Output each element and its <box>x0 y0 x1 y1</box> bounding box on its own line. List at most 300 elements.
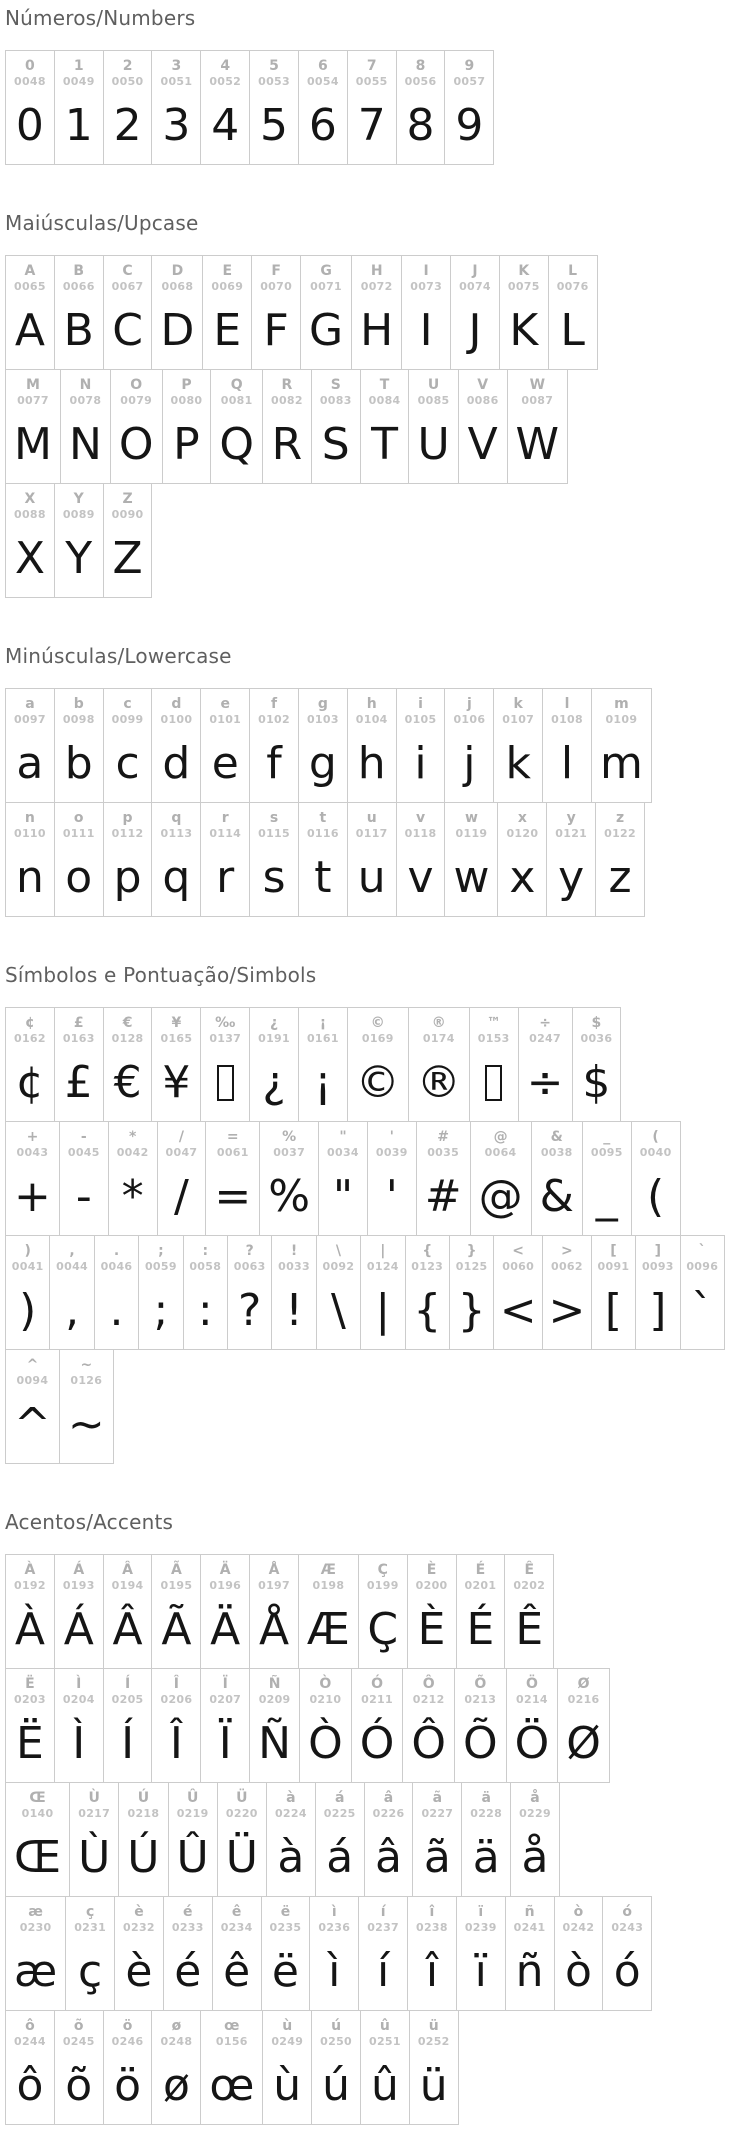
char-cell <box>261 1896 311 2011</box>
glyph-preview: > <box>548 1285 586 1336</box>
unicode-code: 0219 <box>176 1807 209 1820</box>
unicode-code: 0097 <box>14 713 46 726</box>
char-cell <box>504 1554 554 1669</box>
glyph-preview: Î <box>169 1718 183 1769</box>
char-cell <box>408 369 458 484</box>
unicode-code: 0207 <box>209 1693 242 1706</box>
glyph-preview: Å <box>259 1604 290 1655</box>
char-cell <box>200 688 250 803</box>
glyph-preview: b <box>64 738 93 789</box>
glyph-preview: á <box>326 1832 354 1883</box>
glyph-preview: œ <box>209 2060 255 2111</box>
reference-char: y <box>566 810 576 826</box>
glyph-preview: B <box>63 305 94 356</box>
charmap-row <box>5 1121 725 1236</box>
unicode-code: 0103 <box>306 713 339 726</box>
unicode-code: 0226 <box>372 1807 405 1820</box>
charmap-row <box>5 688 725 803</box>
glyph-preview: : <box>197 1285 213 1336</box>
char-cell <box>506 1668 559 1783</box>
char-cell <box>458 369 508 484</box>
reference-char: 7 <box>366 58 377 74</box>
reference-char: m <box>614 696 629 712</box>
char-cell <box>259 1121 319 1236</box>
reference-char: È <box>426 1562 437 1578</box>
unicode-code: 0105 <box>404 713 437 726</box>
reference-char: ô <box>25 2018 35 2034</box>
reference-char: 4 <box>220 58 231 74</box>
glyph-preview: H <box>360 305 394 356</box>
unicode-code: 0209 <box>258 1693 291 1706</box>
reference-char: ] <box>654 1243 662 1259</box>
glyph-preview: , <box>65 1285 80 1336</box>
char-cell <box>318 1121 368 1236</box>
glyph-preview: a <box>16 738 44 789</box>
unicode-code: 0214 <box>516 1693 548 1706</box>
charmap-page <box>0 6 730 2125</box>
char-cell <box>299 1668 352 1783</box>
reference-char: ® <box>431 1015 446 1031</box>
char-cell <box>351 1668 404 1783</box>
glyph-preview: ÷ <box>526 1057 564 1108</box>
unicode-code: 0091 <box>597 1260 630 1273</box>
glyph-preview: P <box>173 419 200 470</box>
reference-char: û <box>379 2018 390 2034</box>
char-cell <box>54 50 104 165</box>
reference-char: Î <box>173 1676 179 1692</box>
reference-char: æ <box>28 1904 43 1920</box>
unicode-code: 0235 <box>269 1921 302 1934</box>
reference-char: ¿ <box>269 1015 279 1031</box>
glyph-preview: c <box>115 738 140 789</box>
reference-char: â <box>383 1790 394 1806</box>
reference-char: A <box>24 263 36 279</box>
glyph-preview: k <box>505 738 531 789</box>
glyph-preview: À <box>14 1604 45 1655</box>
reference-char: É <box>475 1562 486 1578</box>
reference-char: f <box>271 696 278 712</box>
charmap-section-3 <box>5 963 725 1464</box>
unicode-code: 0109 <box>605 713 638 726</box>
char-cell <box>444 688 494 803</box>
char-cell <box>200 1554 250 1669</box>
unicode-code: 0042 <box>116 1146 149 1159</box>
char-cell <box>5 802 55 917</box>
char-cell <box>249 1554 299 1669</box>
glyph-preview: 3 <box>162 100 191 151</box>
reference-char: + <box>26 1129 39 1145</box>
reference-char: í <box>380 1904 386 1920</box>
reference-char: ' <box>389 1129 394 1145</box>
unicode-code: 0231 <box>74 1921 107 1934</box>
char-cell <box>205 1121 260 1236</box>
reference-char: k <box>513 696 523 712</box>
reference-char: Ê <box>524 1562 535 1578</box>
reference-char: Ë <box>25 1676 35 1692</box>
glyph-preview: Z <box>112 533 143 584</box>
reference-char: Q <box>230 377 243 393</box>
char-cell <box>351 255 402 370</box>
glyph-preview: ú <box>322 2060 351 2111</box>
char-cell <box>5 255 55 370</box>
glyph-preview: V <box>467 419 498 470</box>
glyph-preview: £ <box>64 1057 93 1108</box>
unicode-code: 0092 <box>322 1260 355 1273</box>
unicode-code: 0229 <box>519 1807 551 1820</box>
glyph-preview: ¡ <box>314 1057 332 1108</box>
glyph-preview: Ñ <box>258 1718 292 1769</box>
char-cell <box>103 483 153 598</box>
unicode-code: 0118 <box>404 827 437 840</box>
char-cell <box>450 255 500 370</box>
reference-char: [ <box>610 1243 617 1259</box>
char-cell <box>635 1235 680 1350</box>
char-cell <box>157 1121 207 1236</box>
glyph-preview: í <box>376 1946 390 1997</box>
glyph-preview: Q <box>219 419 254 470</box>
glyph-preview: Ô <box>411 1718 446 1769</box>
glyph-preview: ù <box>273 2060 302 2111</box>
char-cell <box>396 50 446 165</box>
unicode-code: 0102 <box>258 713 290 726</box>
reference-char: n <box>24 810 35 826</box>
unicode-code: 0058 <box>189 1260 222 1273</box>
glyph-preview: = <box>214 1171 252 1222</box>
glyph-preview: Æ <box>306 1604 350 1655</box>
reference-char: Á <box>73 1562 85 1578</box>
reference-char: D <box>171 263 184 279</box>
reference-char: I <box>423 263 429 279</box>
glyph-preview: Ù <box>78 1832 111 1883</box>
glyph-preview: J <box>468 305 482 356</box>
charmap-row <box>5 1668 725 1783</box>
unicode-code: 0236 <box>318 1921 351 1934</box>
char-cell <box>347 50 397 165</box>
glyph-preview: 5 <box>260 100 289 151</box>
char-cell <box>5 2010 55 2125</box>
unicode-code: 0198 <box>312 1579 345 1592</box>
glyph-preview: | <box>375 1285 391 1336</box>
char-cell <box>5 50 55 165</box>
charmap-row <box>5 50 725 165</box>
char-cell <box>315 1782 365 1897</box>
glyph-preview: 4 <box>211 100 240 151</box>
unicode-code: 0201 <box>464 1579 497 1592</box>
char-cell <box>416 1121 471 1236</box>
unicode-code: 0100 <box>160 713 193 726</box>
unicode-code: 0117 <box>355 827 388 840</box>
reference-char: ` <box>698 1243 706 1259</box>
glyph-preview: ã <box>423 1832 451 1883</box>
char-cell <box>266 1782 316 1897</box>
glyph-preview: % <box>268 1171 311 1222</box>
char-cell <box>54 1007 104 1122</box>
char-cell <box>402 1668 455 1783</box>
char-cell <box>151 1007 201 1122</box>
char-cell <box>183 1235 228 1350</box>
reference-char: 8 <box>415 58 426 74</box>
glyph-preview: ò <box>564 1946 592 1997</box>
unicode-code: 0225 <box>323 1807 356 1820</box>
char-cell <box>151 255 203 370</box>
glyph-preview: ( <box>647 1171 665 1222</box>
reference-char: a <box>25 696 35 712</box>
glyph-preview: z <box>608 852 632 903</box>
glyph-preview: ¢ <box>15 1057 44 1108</box>
reference-char: € <box>122 1015 133 1031</box>
unicode-code: 0062 <box>550 1260 583 1273</box>
char-cell <box>531 1121 583 1236</box>
unicode-code: 0120 <box>506 827 539 840</box>
unicode-code: 0086 <box>466 394 499 407</box>
unicode-code: 0070 <box>260 280 293 293</box>
glyph-preview: ä <box>472 1832 500 1883</box>
glyph-preview: @ <box>478 1171 523 1222</box>
unicode-code: 0067 <box>111 280 144 293</box>
unicode-code: 0224 <box>274 1807 307 1820</box>
unicode-code: 0052 <box>209 75 242 88</box>
char-cell <box>5 1554 55 1669</box>
unicode-code: 0114 <box>209 827 242 840</box>
reference-char: ñ <box>524 1904 535 1920</box>
unicode-code: 0061 <box>216 1146 249 1159</box>
glyph-preview: . <box>109 1285 124 1336</box>
reference-char: ! <box>290 1243 298 1259</box>
reference-char: B <box>73 263 85 279</box>
char-cell <box>444 50 494 165</box>
char-cell <box>582 1121 632 1236</box>
char-cell <box>200 50 250 165</box>
reference-char: H <box>370 263 383 279</box>
glyph-preview: ç <box>78 1946 103 1997</box>
reference-char: ) <box>24 1243 31 1259</box>
char-cell <box>358 1554 408 1669</box>
reference-char: R <box>281 377 293 393</box>
reference-char: U <box>427 377 440 393</box>
glyph-preview: ? <box>237 1285 262 1336</box>
unicode-code: 0243 <box>611 1921 644 1934</box>
glyph-preview: ® <box>416 1057 461 1108</box>
char-cell <box>542 688 592 803</box>
char-cell <box>249 1007 299 1122</box>
reference-char: Ã <box>170 1562 182 1578</box>
char-cell <box>5 1121 60 1236</box>
glyph-preview: 0 <box>15 100 44 151</box>
reference-char: # <box>437 1129 449 1145</box>
unicode-code: 0079 <box>120 394 153 407</box>
reference-char: p <box>122 810 133 826</box>
glyph-preview: [ <box>604 1285 623 1336</box>
char-cell <box>249 688 299 803</box>
char-cell <box>59 1349 114 1464</box>
reference-char: 6 <box>318 58 328 74</box>
reference-char: Ä <box>219 1562 231 1578</box>
reference-char: ~ <box>80 1357 93 1373</box>
reference-char: - <box>80 1129 87 1145</box>
glyph-preview: Y <box>65 533 93 584</box>
unicode-code: 0036 <box>580 1032 613 1045</box>
glyph-preview: j <box>463 738 476 789</box>
glyph-preview: ì <box>328 1946 341 1997</box>
reference-char: g <box>317 696 328 712</box>
glyph-preview: ¿ <box>262 1057 286 1108</box>
reference-char: Ó <box>371 1676 383 1692</box>
reference-char: ê <box>231 1904 242 1920</box>
char-cell <box>138 1235 183 1350</box>
glyph-preview: ø <box>162 2060 190 2111</box>
glyph-preview: è <box>125 1946 153 1997</box>
glyph-preview: 8 <box>406 100 435 151</box>
reference-char: 1 <box>73 58 84 74</box>
glyph-preview: y <box>558 852 585 903</box>
char-cell <box>114 1896 164 2011</box>
reference-char: S <box>330 377 341 393</box>
char-cell <box>151 1554 201 1669</box>
unicode-code: 0137 <box>209 1032 242 1045</box>
char-cell <box>360 1235 405 1350</box>
char-cell <box>54 483 104 598</box>
unicode-code: 0247 <box>529 1032 561 1045</box>
char-cell <box>59 1121 109 1236</box>
char-cell <box>54 255 104 370</box>
char-cell <box>103 802 153 917</box>
char-cell <box>262 2010 312 2125</box>
unicode-code: 0116 <box>306 827 339 840</box>
glyph-preview: ^ <box>14 1399 51 1450</box>
char-cell <box>510 1782 560 1897</box>
glyph-preview: + <box>14 1171 51 1222</box>
glyph-preview: É <box>466 1604 495 1655</box>
reference-char: ú <box>331 2018 342 2034</box>
char-cell <box>249 50 299 165</box>
unicode-code: 0108 <box>551 713 583 726</box>
reference-char: 2 <box>122 58 133 74</box>
unicode-code: 0054 <box>306 75 339 88</box>
unicode-code: 0051 <box>160 75 193 88</box>
reference-char: * <box>128 1129 137 1145</box>
unicode-code: 0204 <box>62 1693 95 1706</box>
char-cell <box>249 1668 300 1783</box>
unicode-code: 0093 <box>641 1260 674 1273</box>
glyph-preview: } <box>457 1285 486 1336</box>
glyph-preview: 7 <box>357 100 386 151</box>
glyph-preview: È <box>417 1604 446 1655</box>
unicode-code: 0200 <box>415 1579 448 1592</box>
glyph-preview: û <box>370 2060 399 2111</box>
glyph-preview: Ç <box>367 1604 399 1655</box>
glyph-preview: ` <box>691 1285 714 1336</box>
glyph-preview: ¥ <box>162 1057 191 1108</box>
reference-char: 9 <box>464 58 475 74</box>
reference-char: c <box>123 696 132 712</box>
reference-char: P <box>181 377 192 393</box>
reference-char: Ô <box>422 1676 435 1692</box>
unicode-code: 0163 <box>62 1032 95 1045</box>
reference-char: q <box>171 810 182 826</box>
reference-char: î <box>429 1904 435 1920</box>
unicode-code: 0122 <box>604 827 636 840</box>
reference-char: } <box>466 1243 477 1259</box>
char-cell <box>60 369 111 484</box>
reference-char: Œ <box>29 1790 46 1806</box>
section-title: Minúsculas/Lowercase <box>5 644 232 668</box>
missing-glyph-box-icon <box>217 1065 234 1101</box>
glyph-preview: 9 <box>455 100 484 151</box>
unicode-code: 0039 <box>375 1146 408 1159</box>
char-cell <box>151 2010 201 2125</box>
glyph-preview: Ü <box>225 1832 258 1883</box>
char-cell <box>200 1668 250 1783</box>
unicode-code: 0202 <box>513 1579 546 1592</box>
glyph-preview: 2 <box>113 100 142 151</box>
glyph-preview: ï <box>474 1946 487 1997</box>
unicode-code: 0124 <box>366 1260 399 1273</box>
glyph-preview: Ö <box>514 1718 550 1769</box>
charmap-row <box>5 1235 725 1350</box>
unicode-code: 0203 <box>14 1693 46 1706</box>
unicode-code: 0245 <box>62 2035 95 2048</box>
unicode-code: 0064 <box>484 1146 517 1159</box>
char-cell <box>309 1896 359 2011</box>
section-title: Números/Numbers <box>5 6 196 30</box>
unicode-code: 0034 <box>327 1146 359 1159</box>
unicode-code: 0248 <box>160 2035 193 2048</box>
reference-char: Ç <box>377 1562 388 1578</box>
charmap-row <box>5 255 725 370</box>
glyph-preview: 6 <box>308 100 337 151</box>
unicode-code: 0199 <box>366 1579 399 1592</box>
unicode-code: 0056 <box>404 75 437 88</box>
char-cell <box>103 50 153 165</box>
unicode-code: 0049 <box>62 75 95 88</box>
reference-char: £ <box>73 1015 84 1031</box>
glyph-preview: G <box>309 305 344 356</box>
char-cell <box>94 1235 139 1350</box>
glyph-preview: ! <box>285 1285 303 1336</box>
glyph-preview: Ú <box>127 1832 160 1883</box>
glyph-preview: Ï <box>218 1718 232 1769</box>
char-cell <box>409 2010 459 2125</box>
glyph-preview: m <box>599 738 643 789</box>
char-cell <box>444 802 498 917</box>
reference-char: ä <box>481 1790 491 1806</box>
reference-char: ( <box>652 1129 659 1145</box>
reference-char: é <box>183 1904 193 1920</box>
glyph-preview: h <box>357 738 386 789</box>
glyph-preview: ) <box>19 1285 37 1336</box>
reference-char: | <box>380 1243 386 1259</box>
reference-char: L <box>568 263 578 279</box>
unicode-code: 0057 <box>453 75 486 88</box>
charmap-row <box>5 1782 725 1897</box>
glyph-preview: æ <box>14 1946 58 1997</box>
unicode-code: 0060 <box>502 1260 535 1273</box>
glyph-preview: n <box>15 852 44 903</box>
char-cell <box>367 1121 417 1236</box>
char-cell <box>65 1896 115 2011</box>
reference-char: á <box>334 1790 345 1806</box>
unicode-code: 0076 <box>556 280 589 293</box>
unicode-code: 0101 <box>209 713 242 726</box>
unicode-code: 0217 <box>78 1807 111 1820</box>
reference-char: œ <box>224 2018 240 2034</box>
char-cell <box>151 50 201 165</box>
reference-char: e <box>220 696 230 712</box>
reference-char: x <box>517 810 527 826</box>
glyph-preview: ñ <box>515 1946 544 1997</box>
glyph-preview: / <box>174 1171 189 1222</box>
char-cell <box>69 1782 119 1897</box>
